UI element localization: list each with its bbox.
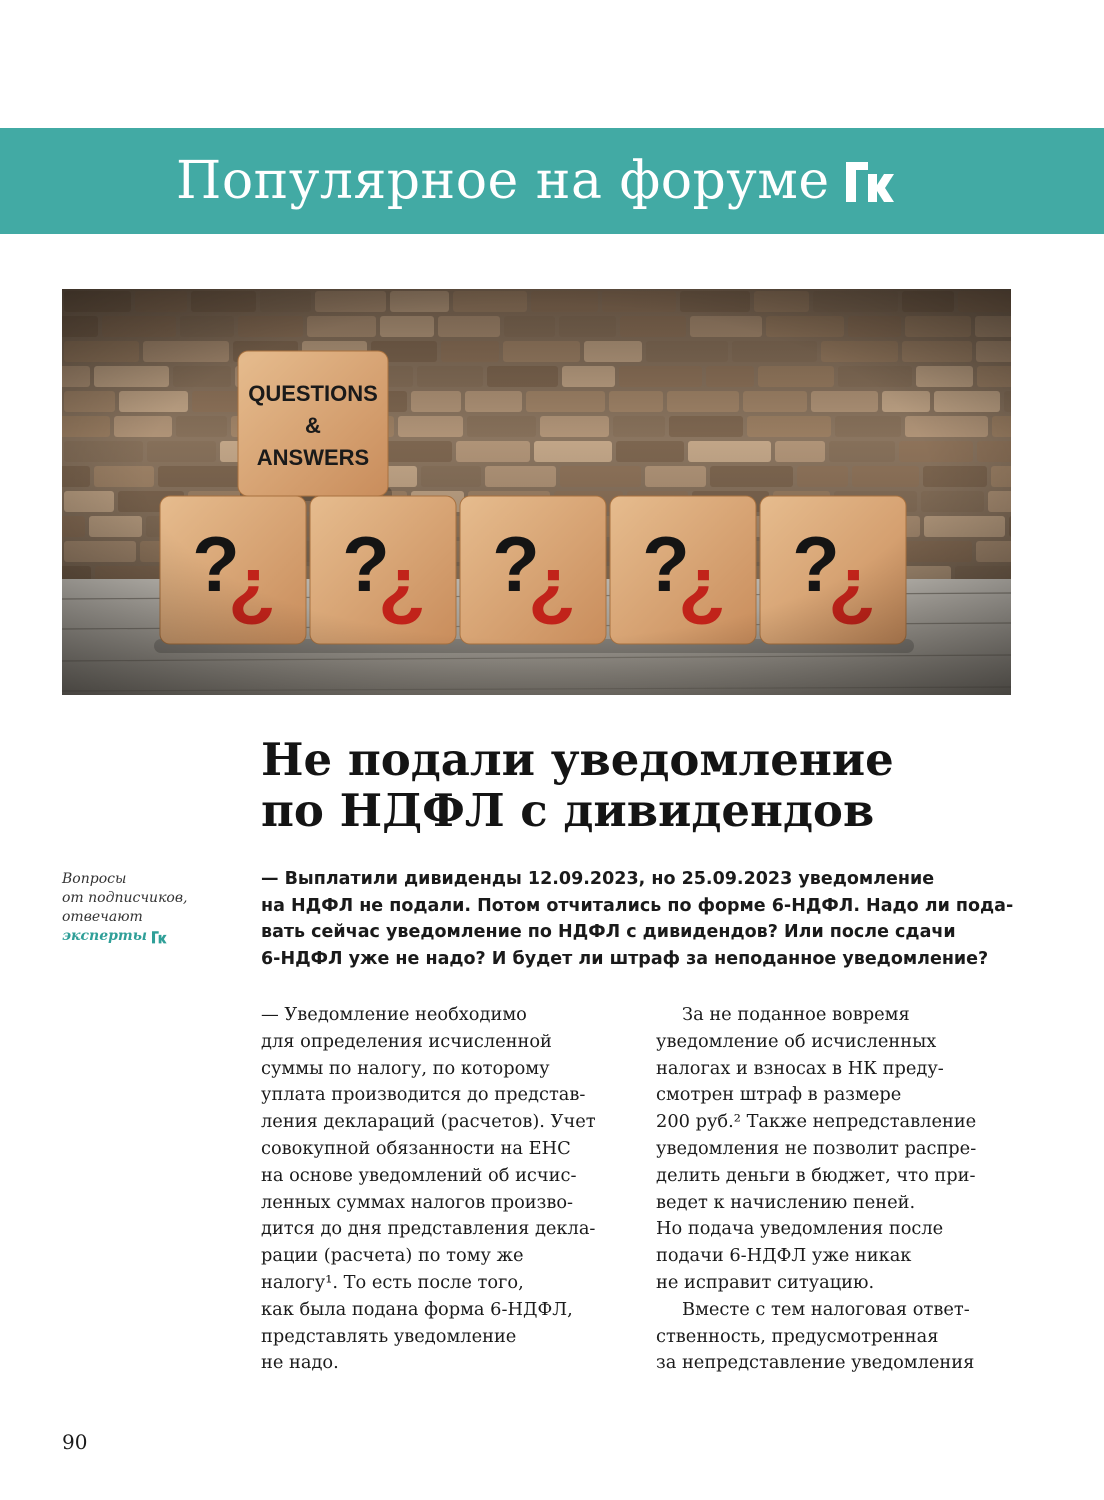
answer-line: Вместе с тем налоговая ответ- — [682, 1298, 970, 1320]
answer-line: смотрен штраф в размере — [656, 1084, 902, 1106]
question-line: 6-НДФЛ уже не надо? И будет ли штраф за неподанное уведомление? — [261, 948, 989, 969]
answer-line: за непредставление уведомления — [656, 1352, 975, 1374]
answer-line: Но подача уведомления после — [656, 1218, 944, 1240]
answer-line: рации (расчета) по тому же — [261, 1245, 524, 1267]
answer-line: для определения исчисленной — [261, 1030, 552, 1052]
answer-line: ления деклараций (расчетов). Учет — [261, 1111, 596, 1133]
answer-line: уведомления не позволит распре- — [656, 1137, 977, 1159]
answer-line: на основе уведомлений об исчис- — [261, 1164, 577, 1186]
answer-line: налогах и взносах в НК преду- — [656, 1057, 944, 1079]
answer-line: 200 руб.² Также непредставление — [656, 1111, 977, 1133]
headline-line: по НДФЛ с дивидендов — [261, 784, 875, 837]
answer-line: делить деньги в бюджет, что при- — [656, 1164, 976, 1186]
answer-line: ведет к начислению пеней. — [656, 1191, 916, 1213]
experts-label: эксперты — [62, 928, 147, 944]
answer-line: совокупной обязанности на ЕНС — [261, 1137, 571, 1159]
answer-line: уплата производится до представ- — [261, 1084, 586, 1106]
answer-line: ственность, предусмотренная — [656, 1325, 939, 1347]
answer-line: — Уведомление необходимо — [261, 1004, 527, 1025]
article-headline — [261, 734, 1041, 836]
answer-line: не надо. — [261, 1352, 339, 1374]
section-title — [176, 146, 894, 216]
sidebar-line: от подписчиков, — [62, 890, 188, 906]
section-title-text: Популярное на форуме — [176, 151, 830, 211]
answer-line: как была подана форма 6-НДФЛ, — [261, 1298, 573, 1320]
gk-small-logo-icon — [151, 930, 167, 944]
answer-line: ленных суммах налогов произво- — [261, 1191, 574, 1213]
answer-line: представлять уведомление — [261, 1325, 517, 1347]
answer-line: налогу¹. То есть после того, — [261, 1271, 524, 1293]
answer-line: За не поданное вовремя — [682, 1004, 910, 1025]
sidebar-note — [62, 870, 212, 946]
page-number: 90 — [62, 1430, 88, 1454]
answer-column-1 — [261, 1002, 621, 1377]
answer-line: подачи 6-НДФЛ уже никак — [656, 1245, 912, 1267]
answer-line: не исправит ситуацию. — [656, 1271, 875, 1293]
hero-image — [62, 289, 1011, 695]
question-line: — Выплатили дивиденды 12.09.2023, но 25.09.2023 уведомление — [261, 869, 935, 889]
sidebar-line: отвечают — [62, 909, 143, 925]
sidebar-line: Вопросы — [62, 871, 127, 887]
answer-line: суммы по налогу, по которому — [261, 1057, 550, 1079]
answer-line: уведомление об исчисленных — [656, 1030, 937, 1052]
question-line: вать сейчас уведомление по НДФЛ с дивидендов? Или после сдачи — [261, 922, 956, 942]
question-line: на НДФЛ не подали. Потом отчитались по форме 6-НДФЛ. Надо ли пода- — [261, 895, 1014, 916]
reader-question — [261, 866, 1014, 972]
headline-line: Не подали уведомление — [261, 733, 894, 786]
answer-column-2 — [656, 1002, 1016, 1377]
banner-scalloped-edge — [0, 230, 1104, 238]
gk-logo-icon — [844, 158, 894, 204]
answer-line: дится до дня представления декла- — [261, 1218, 596, 1240]
experts-link[interactable] — [62, 927, 212, 946]
dice-photo — [62, 289, 1011, 695]
